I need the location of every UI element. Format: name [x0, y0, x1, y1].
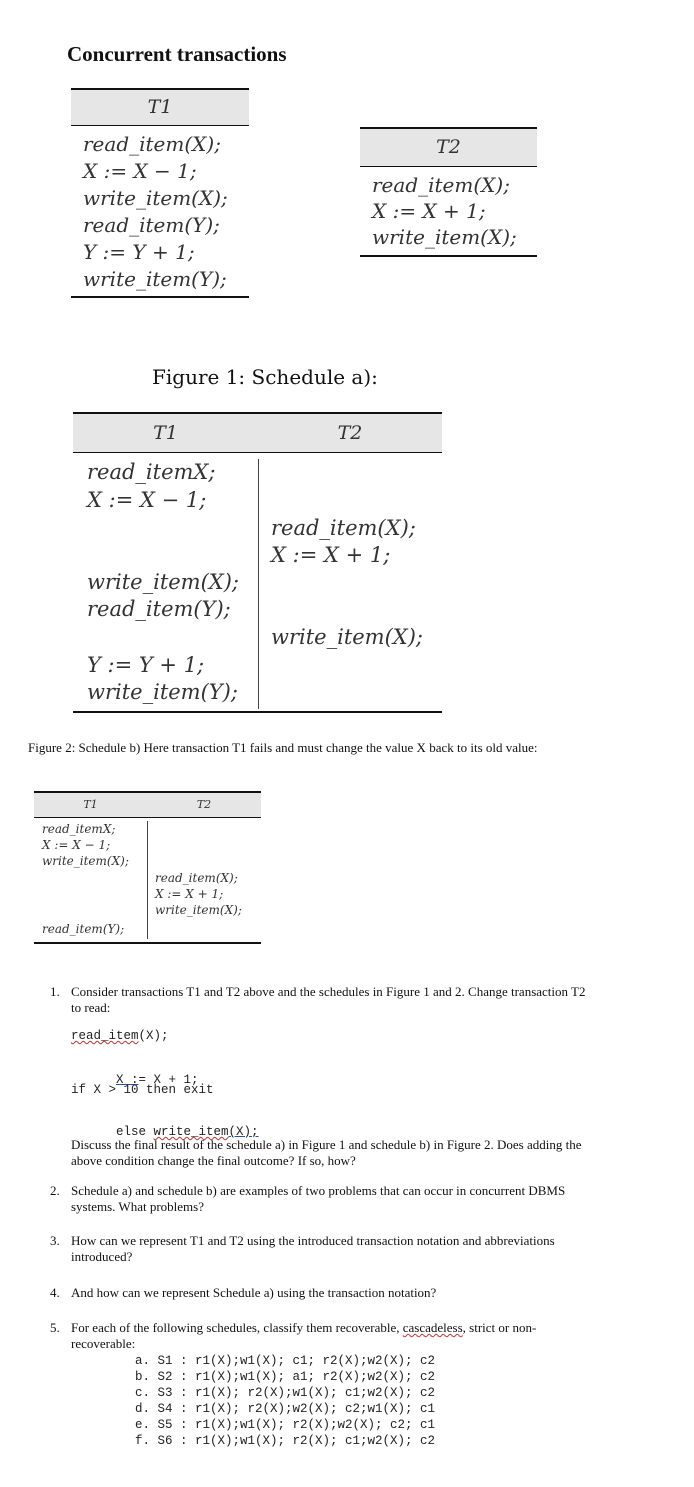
t1-line: Y := Y + 1; [83, 240, 195, 264]
schedule-b-table [34, 791, 261, 945]
schedule-a-t1-line: read_item(Y); [87, 597, 231, 621]
t1-line: read_item(Y); [83, 213, 220, 237]
code-line-1 [71, 1028, 169, 1044]
t2-line: write_item(X); [372, 225, 517, 249]
schedule-a-t2-line: X := X + 1; [271, 543, 391, 567]
figure1-caption: Figure 1: Schedule a): [152, 365, 378, 389]
schedule-b-t1-line: read_itemX; [42, 822, 116, 836]
schedule-b-header-t1: T1 [83, 798, 98, 811]
schedule-a-t2-line: read_item(X); [271, 516, 416, 540]
schedule-a-t1-line: read_itemX; [87, 460, 216, 484]
question-text: How can we represent T1 and T2 using the introduced transaction notation and abbreviations introduced? [71, 1233, 555, 1264]
t2-line: X := X + 1; [372, 199, 486, 223]
schedule-b-t1-line: X := X − 1; [42, 838, 111, 852]
t1-line: read_item(X); [83, 132, 221, 156]
question-text: Consider transactions T1 and T2 above and the schedules in Figure 1 and 2. Change transaction T2 to read: [71, 984, 586, 1015]
question-text-part: , strict or non-recoverable: [71, 1320, 537, 1351]
question-text: Schedule a) and schedule b) are examples of two problems that can occur in concurrent DBMS systems. What problems? [71, 1183, 566, 1214]
question-number: 5. [50, 1320, 60, 1335]
figure2-caption: Figure 2: Schedule b) Here transaction T1 fails and must change the value X back to its old value: [28, 740, 538, 755]
schedule-a-t1-line: Y := Y + 1; [87, 653, 205, 677]
code-token: X : [116, 1073, 139, 1087]
schedule-a-t1-line: write_item(X); [87, 570, 240, 594]
schedule-a-header-t1: T1 [153, 422, 178, 444]
table-t1-header: T1 [147, 96, 173, 118]
question-text [71, 1320, 596, 1352]
code-token: = X + 1; [138, 1073, 199, 1087]
t1-line: X := X − 1; [83, 159, 197, 183]
schedule-b-t2-line: write_item(X); [155, 903, 242, 917]
schedule-b-t1-line: write_item(X); [42, 854, 129, 868]
schedule-a-t2-line: write_item(X); [271, 625, 424, 649]
code-token: write_item [153, 1125, 229, 1139]
code-line-3: if X > 10 then exit [71, 1083, 214, 1097]
schedule-a-header-t2: T2 [337, 422, 363, 444]
schedule-line-s2: b. S2 : r1(X);w1(X); a1; r2(X);w2(X); c2 [135, 1370, 436, 1384]
question-number: 3. [50, 1233, 60, 1248]
page-title: Concurrent transactions [67, 42, 287, 66]
code-token: else [116, 1125, 154, 1139]
table-t1 [71, 88, 249, 300]
question-text-part: cascadeless [402, 1320, 463, 1335]
schedule-line-s5: e. S5 : r1(X);w1(X); r2(X);w2(X); c2; c1 [135, 1418, 436, 1432]
question-discussion: Discuss the final result of the schedule a) in Figure 1 and schedule b) in Figure 2. Does adding the above condition change the final outcome? If so, how? [71, 1137, 582, 1168]
question-text: And how can we represent Schedule a) using the transaction notation? [71, 1285, 437, 1300]
schedule-a-t1-line: X := X − 1; [87, 488, 207, 512]
schedule-line-s6: f. S6 : r1(X);w1(X); r2(X); c1;w2(X); c2 [135, 1434, 436, 1448]
t1-line: write_item(Y); [83, 267, 227, 291]
schedule-b-t2-line: X := X + 1; [155, 887, 224, 901]
code-token: (X); [138, 1029, 169, 1043]
code-token: (X); [228, 1125, 259, 1139]
question-number: 2. [50, 1183, 60, 1198]
schedule-b-t2-line: read_item(X); [155, 871, 238, 885]
question-number: 4. [50, 1285, 60, 1300]
t2-line: read_item(X); [372, 173, 510, 197]
question-number: 1. [50, 984, 60, 999]
t1-line: write_item(X); [83, 186, 228, 210]
question-text-part: For each of the following schedules, classify them recoverable, [71, 1320, 403, 1335]
schedule-b-t1-line: read_item(Y); [42, 922, 125, 936]
schedule-a-t1-line: write_item(Y); [87, 680, 238, 704]
table-t2-header: T2 [436, 136, 461, 158]
schedule-a-table [73, 412, 442, 715]
table-t2 [360, 127, 537, 259]
code-token: read_item [71, 1029, 139, 1043]
schedule-line-s1: a. S1 : r1(X);w1(X); c1; r2(X);w2(X); c2 [135, 1354, 436, 1368]
schedule-line-s4: d. S4 : r1(X); r2(X);w2(X); c2;w1(X); c1 [135, 1402, 436, 1416]
schedule-b-header-t2: T2 [196, 798, 212, 811]
schedule-line-s3: c. S3 : r1(X); r2(X);w1(X); c1;w2(X); c2 [135, 1386, 436, 1400]
